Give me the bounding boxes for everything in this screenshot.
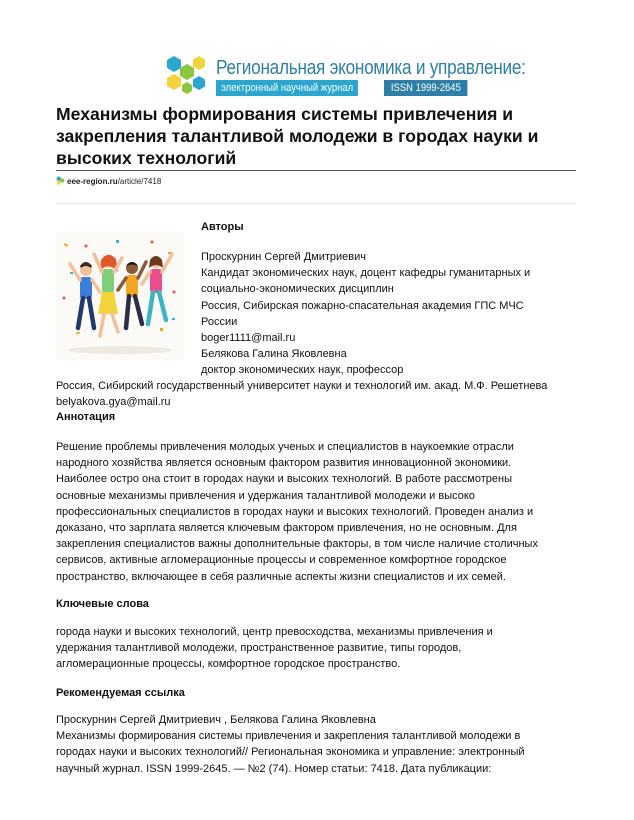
keywords-line: удержания талантливой молодежи, пространственное развитие, типы городов, <box>56 642 462 655</box>
abstract-line: Решение проблемы привлечения молодых ученых и специалистов в наукоемкие отрасли <box>56 441 514 453</box>
keywords-heading: Ключевые слова <box>56 598 149 610</box>
people-celebrating-illustration <box>56 232 184 360</box>
abstract-line: основные механизмы привлечения и удержания талантливой молодежи и высоко <box>56 489 475 502</box>
abstract-line: народного хозяйства является основным фактором развития инновационной экономики. <box>56 457 512 470</box>
authors-heading: Авторы <box>201 221 244 233</box>
journal-logo-icon <box>163 54 209 94</box>
source-domain: eee-region.ru <box>67 177 118 186</box>
author-2-email[interactable]: belyakova.gya@mail.ru <box>56 396 171 408</box>
source-divider <box>56 203 576 204</box>
author-1-name: Проскурнин Сергей Дмитриевич <box>201 251 366 263</box>
author-1-department: социально-экономических дисциплин <box>201 283 394 295</box>
journal-title: Региональная экономика и управление: <box>216 57 526 79</box>
citation-heading: Рекомендуемая ссылка <box>56 687 185 699</box>
title-divider <box>56 170 576 171</box>
author-2-name: Белякова Галина Яковлевна <box>201 348 347 360</box>
citation-text <box>56 712 576 777</box>
author-2-affiliation: Россия, Сибирский государственный университет науки и технологий им. акад. М.Ф. Решетнева <box>56 380 548 392</box>
journal-subtitle: электронный научный журнал <box>216 80 358 96</box>
source-path: /article/7418 <box>117 177 162 186</box>
keywords-line: агломерационные процессы, комфортное городское пространство. <box>56 658 401 671</box>
abstract-line: пространство, включающее в себя различные аспекты жизни специалистов и их семей. <box>56 570 506 583</box>
issn-badge: ISSN 1999-2645 <box>384 80 468 96</box>
abstract-line: сервисов, активные агломерационные процессы и современное комфортное городское <box>56 554 507 567</box>
citation-line: Проскурнин Сергей Дмитриевич , Белякова Галина Яковлевна <box>56 714 376 726</box>
author-1-affiliation: Россия, Сибирская пожарно-спасательная академия ГПС МЧС <box>201 300 524 312</box>
site-favicon-icon <box>56 176 65 185</box>
citation-line: городах науки и высоких технологий// Региональная экономика и управление: электронный <box>56 746 525 759</box>
abstract-line: доказано, что зарплата является ключевым фактором привлечения, но не основным. Для <box>56 522 517 535</box>
author-2-degree: доктор экономических наук, профессор <box>201 364 404 376</box>
abstract-line: Наиболее остро она стоит в городах науки и высоких технологий. В работе рассмотрены <box>56 473 512 486</box>
author-1-degree: Кандидат экономических наук, доцент кафедры гуманитарных и <box>201 267 531 279</box>
article-title: Механизмы формирования системы привлечения и закрепления талантливой молодежи в городах науки и высоких технологий <box>56 104 539 168</box>
keywords-line: города науки и высоких технологий, центр превосходства, механизмы привлечения и <box>56 626 493 638</box>
author-1-country: России <box>201 316 238 328</box>
author-1-email[interactable]: boger1111@mail.ru <box>201 332 296 344</box>
abstract-line: закрепления специалистов важны дополнительные факторы, в том числе наличие столичных <box>56 538 538 551</box>
abstract-text <box>56 439 576 585</box>
abstract-line: профессиональных специалистов в городах науки и высоких технологий. Проведен анализ и <box>56 505 534 518</box>
journal-header <box>0 52 634 96</box>
keywords-text <box>56 624 576 673</box>
citation-line: Механизмы формирования системы привлечения и закрепления талантливой молодежи в <box>56 730 521 743</box>
source-link[interactable] <box>56 176 161 187</box>
abstract-heading: Аннотация <box>56 411 116 423</box>
citation-line: научный журнал. ISSN 1999-2645. — №2 (74). Номер статьи: 7418. Дата публикации: <box>56 762 492 775</box>
